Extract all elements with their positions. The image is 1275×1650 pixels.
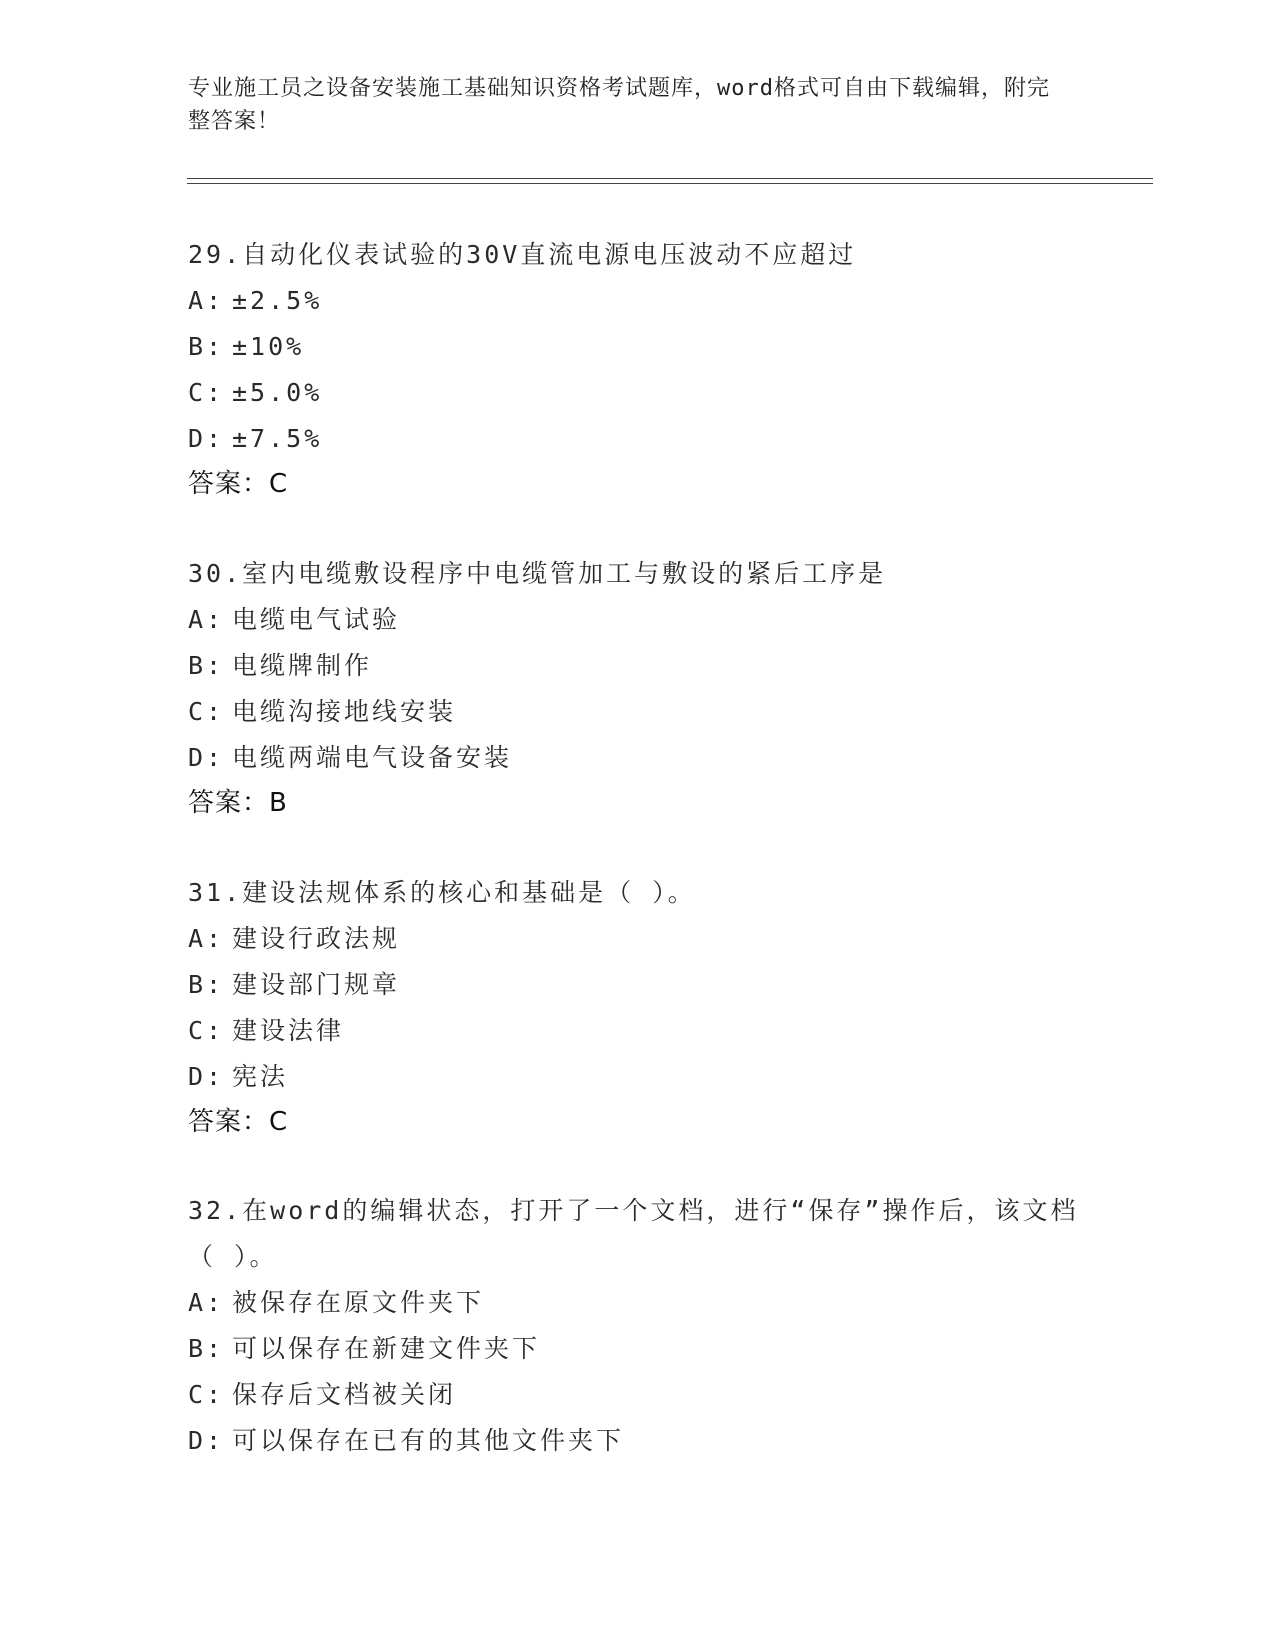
option-text: 可以保存在已有的其他文件夹下 (232, 1426, 625, 1455)
option-letter: C: (188, 1380, 225, 1409)
document-header: 专业施工员之设备安装施工基础知识资格考试题库，word格式可自由下载编辑，附完整答案！ (188, 76, 1050, 134)
option-text: 电缆电气试验 (232, 605, 401, 634)
option-c (188, 1372, 1088, 1418)
option-letter: D: (188, 743, 225, 772)
option-text: 电缆沟接地线安装 (232, 697, 457, 726)
question-stem: 31.建设法规体系的核心和基础是（ ）。 (188, 878, 696, 907)
option-letter: A: (188, 605, 225, 634)
option-text: 电缆牌制作 (232, 651, 373, 680)
option-b (188, 643, 1088, 689)
answer-line: 答案：C (188, 1107, 289, 1137)
option-d (188, 735, 1088, 781)
option-text: 建设部门规章 (232, 970, 401, 999)
option-d (188, 1418, 1088, 1464)
option-letter: D: (188, 1426, 225, 1455)
question-32 (188, 1188, 1088, 1464)
option-a (188, 1280, 1088, 1326)
option-letter: A: (188, 924, 225, 953)
option-text: 电缆两端电气设备安装 (232, 743, 513, 772)
option-letter: D: (188, 1062, 225, 1091)
question-stem: 32.在word的编辑状态，打开了一个文档，进行“保存”操作后，该文档（ ）。 (188, 1196, 1079, 1271)
option-b (188, 324, 1088, 370)
question-31 (188, 870, 1088, 1144)
option-text: ±5.0% (232, 378, 323, 407)
option-d (188, 416, 1088, 462)
option-letter: B: (188, 970, 225, 999)
option-c (188, 370, 1088, 416)
option-text: 被保存在原文件夹下 (232, 1288, 485, 1317)
option-letter: A: (188, 286, 225, 315)
option-text: ±2.5% (232, 286, 323, 315)
answer-line: 答案：B (188, 788, 288, 818)
option-d (188, 1054, 1088, 1100)
option-text: ±7.5% (232, 424, 323, 453)
option-text: 可以保存在新建文件夹下 (232, 1334, 541, 1363)
question-stem: 30.室内电缆敷设程序中电缆管加工与敷设的紧后工序是 (188, 559, 887, 588)
header-rule-bottom (187, 183, 1153, 184)
question-30 (188, 551, 1088, 825)
answer-line: 答案：C (188, 469, 289, 499)
option-a (188, 597, 1088, 643)
option-c (188, 689, 1088, 735)
option-text: 宪法 (232, 1062, 289, 1091)
option-a (188, 916, 1088, 962)
option-b (188, 1326, 1088, 1372)
option-letter: C: (188, 378, 225, 407)
option-text: 建设行政法规 (232, 924, 401, 953)
option-letter: B: (188, 1334, 225, 1363)
option-letter: B: (188, 332, 225, 361)
option-text: ±10% (232, 332, 305, 361)
option-letter: D: (188, 424, 225, 453)
option-letter: C: (188, 1016, 225, 1045)
option-c (188, 1008, 1088, 1054)
option-text: 保存后文档被关闭 (232, 1380, 457, 1409)
question-stem: 29.自动化仪表试验的30V直流电源电压波动不应超过 (188, 240, 857, 269)
option-letter: C: (188, 697, 225, 726)
option-a (188, 278, 1088, 324)
option-b (188, 962, 1088, 1008)
header-rule-top (187, 178, 1153, 179)
question-29 (188, 232, 1088, 506)
option-letter: A: (188, 1288, 225, 1317)
option-letter: B: (188, 651, 225, 680)
option-text: 建设法律 (232, 1016, 345, 1045)
